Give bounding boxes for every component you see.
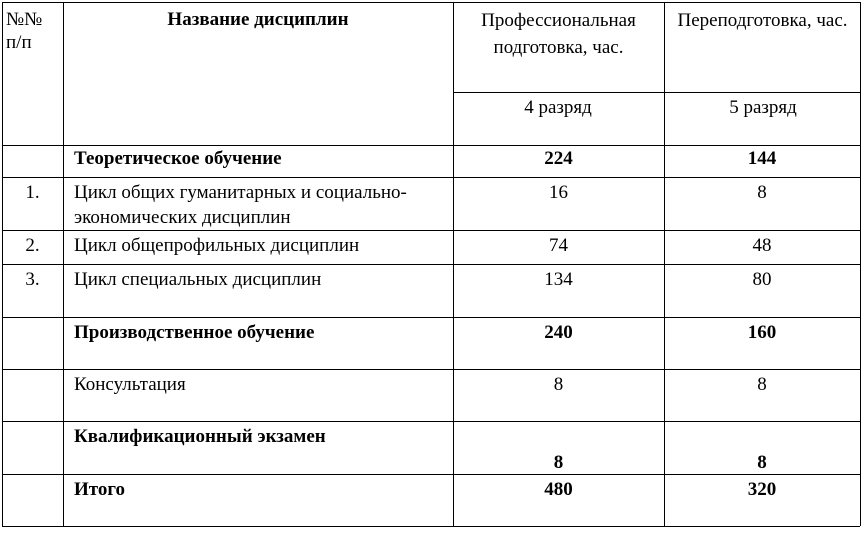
row-name: Цикл общих гуманитарных и социально-экономических дисциплин <box>74 182 407 228</box>
row-professional-hours: 16 <box>549 182 568 203</box>
header-retraining-grade: 5 разряд <box>729 97 797 118</box>
row-name: Квалификационный экзамен <box>74 426 326 447</box>
row-name: Консультация <box>74 374 186 395</box>
row-professional-hours: 240 <box>544 322 573 343</box>
table-border <box>2 317 860 318</box>
row-professional-hours: 480 <box>544 479 573 500</box>
row-retraining-hours: 144 <box>747 148 777 169</box>
table-border <box>2 526 860 527</box>
row-retraining-hours: 80 <box>752 269 772 290</box>
row-retraining-hours: 8 <box>757 182 767 203</box>
table-border <box>2 230 860 231</box>
row-retraining-hours: 48 <box>752 235 772 256</box>
row-professional-hours: 8 <box>553 452 564 473</box>
row-professional-hours: 8 <box>553 374 564 395</box>
row-name: Цикл общепрофильных дисциплин <box>74 235 360 256</box>
header-retraining: Переподготовка, час. <box>677 10 848 31</box>
row-retraining-hours: 160 <box>747 322 777 343</box>
table-border <box>453 92 860 93</box>
row-number: 3. <box>25 269 40 290</box>
row-professional-hours: 74 <box>549 235 568 256</box>
table-border <box>860 2 861 526</box>
row-professional-hours: 224 <box>544 148 573 169</box>
table-border <box>2 369 860 370</box>
table-border <box>2 421 860 422</box>
header-number: №№ п/п <box>6 9 43 53</box>
table-border <box>2 177 860 178</box>
row-name: Производственное обучение <box>74 322 315 343</box>
table-border <box>2 2 860 3</box>
header-professional-grade: 4 разряд <box>524 97 592 118</box>
row-name: Итого <box>74 479 126 500</box>
header-professional-training: Профессиональная подготовка, час. <box>481 10 636 58</box>
row-name: Цикл специальных дисциплин <box>74 269 322 290</box>
row-retraining-hours: 8 <box>757 374 767 395</box>
header-discipline-name: Название дисциплин <box>167 9 349 30</box>
row-number: 2. <box>25 235 40 256</box>
row-name: Теоретическое обучение <box>74 148 282 169</box>
table-border <box>2 264 860 265</box>
row-professional-hours: 134 <box>544 269 573 290</box>
row-retraining-hours: 8 <box>757 452 767 473</box>
row-number: 1. <box>25 182 40 203</box>
row-retraining-hours: 320 <box>747 479 777 500</box>
